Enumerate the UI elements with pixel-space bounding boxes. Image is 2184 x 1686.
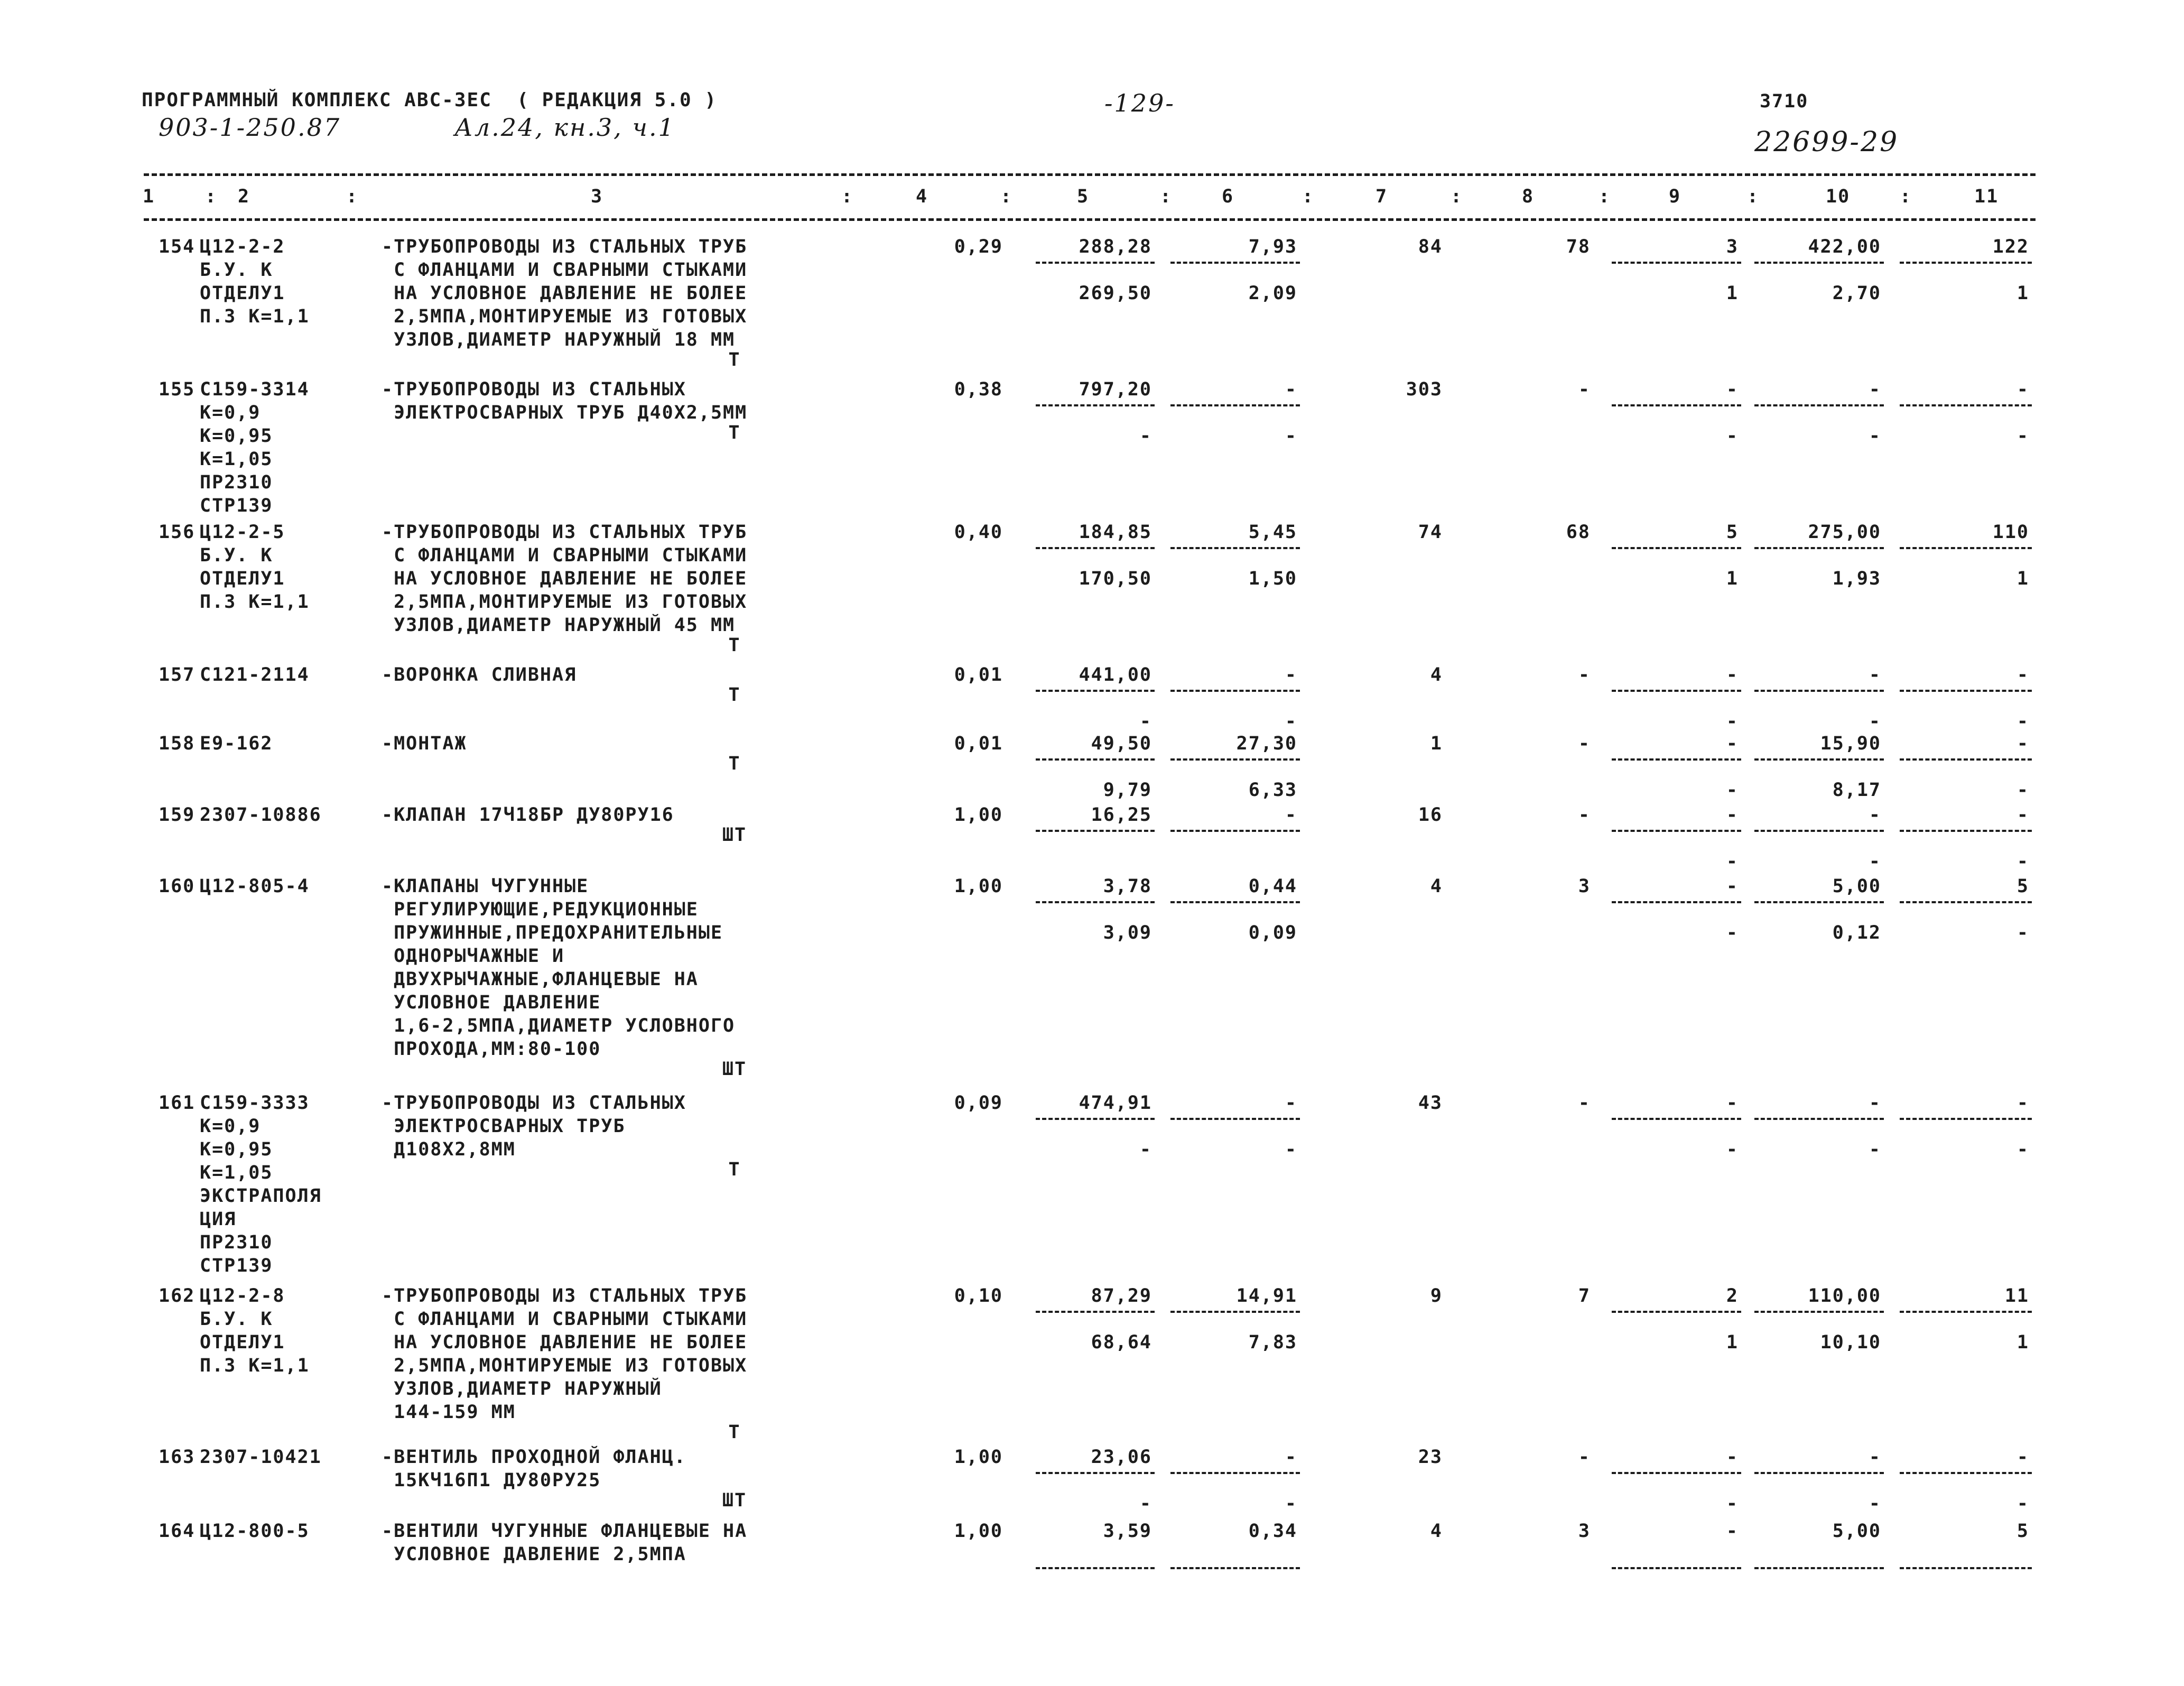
lower-value-col-11: - bbox=[2016, 922, 2029, 943]
value-col-7: 4 bbox=[1430, 1521, 1443, 1542]
value-col-5: 23,06 bbox=[1091, 1447, 1152, 1468]
value-col-8: - bbox=[1578, 804, 1591, 826]
value-col-4: 1,00 bbox=[954, 1447, 1003, 1468]
value-col-5: 797,20 bbox=[1079, 379, 1152, 400]
value-col-4: 0,29 bbox=[954, 236, 1003, 257]
lower-value-col-5: 3,09 bbox=[1103, 922, 1152, 943]
value-separator-dash bbox=[1170, 547, 1300, 549]
row-number: 158 bbox=[159, 733, 196, 754]
value-separator-dash bbox=[1612, 901, 1741, 903]
lower-value-col-6: - bbox=[1285, 1139, 1297, 1160]
unit-of-measure: ШТ bbox=[722, 1059, 747, 1080]
lower-value-col-5: - bbox=[1139, 711, 1152, 732]
unit-of-measure: Т bbox=[728, 684, 741, 706]
lower-value-col-5: 68,64 bbox=[1091, 1332, 1152, 1353]
value-col-8: 68 bbox=[1566, 522, 1591, 543]
row-number: 164 bbox=[159, 1521, 196, 1542]
header-top-rule bbox=[144, 173, 2036, 176]
value-col-9: - bbox=[1726, 1092, 1739, 1114]
lower-value-col-10: 2,70 bbox=[1832, 283, 1881, 304]
lower-value-col-11: - bbox=[2016, 1139, 2029, 1160]
value-separator-dash bbox=[1612, 758, 1741, 761]
lower-value-col-9: 1 bbox=[1726, 1332, 1739, 1353]
value-col-6: 14,91 bbox=[1236, 1285, 1297, 1307]
value-separator-dash bbox=[1754, 1472, 1884, 1474]
value-col-9: - bbox=[1726, 1521, 1739, 1542]
value-col-8: - bbox=[1578, 1447, 1591, 1468]
value-col-4: 1,00 bbox=[954, 1521, 1003, 1542]
column-number-11: 11 bbox=[1974, 186, 1999, 207]
value-col-8: - bbox=[1578, 379, 1591, 400]
value-separator-dash bbox=[1170, 690, 1300, 692]
value-col-11: 5 bbox=[2016, 876, 2029, 897]
lower-value-col-11: - bbox=[2016, 1493, 2029, 1514]
lower-value-col-9: - bbox=[1726, 1493, 1739, 1514]
value-separator-dash bbox=[1170, 1472, 1300, 1474]
lower-value-col-11: 1 bbox=[2016, 1332, 2029, 1353]
lower-value-col-9: - bbox=[1726, 922, 1739, 943]
value-col-6: - bbox=[1285, 1092, 1297, 1114]
value-col-7: 84 bbox=[1418, 236, 1443, 257]
value-col-7: 16 bbox=[1418, 804, 1443, 826]
value-separator-dash bbox=[1612, 1472, 1741, 1474]
lower-value-col-6: 1,50 bbox=[1248, 568, 1297, 589]
value-col-11: - bbox=[2016, 1092, 2029, 1114]
value-separator-dash bbox=[1900, 1311, 2032, 1313]
value-col-9: - bbox=[1726, 876, 1739, 897]
value-col-11: - bbox=[2016, 804, 2029, 826]
value-separator-dash bbox=[1036, 404, 1155, 406]
value-separator-dash bbox=[1036, 901, 1155, 903]
value-col-10: - bbox=[1869, 664, 1881, 685]
value-col-11: - bbox=[2016, 733, 2029, 754]
value-col-9: - bbox=[1726, 733, 1739, 754]
value-col-10: 5,00 bbox=[1832, 1521, 1881, 1542]
work-description: -КЛАПАН 17Ч18БР ДУ80РУ16 bbox=[382, 804, 674, 826]
row-number: 163 bbox=[159, 1447, 196, 1468]
value-separator-dash bbox=[1754, 758, 1884, 761]
value-col-4: 0,38 bbox=[954, 379, 1003, 400]
lower-value-col-6: 7,83 bbox=[1248, 1332, 1297, 1353]
value-col-7: 4 bbox=[1430, 876, 1443, 897]
lower-value-col-5: 269,50 bbox=[1079, 283, 1152, 304]
value-col-9: - bbox=[1726, 804, 1739, 826]
value-col-6: - bbox=[1285, 379, 1297, 400]
value-separator-dash bbox=[1612, 547, 1741, 549]
value-col-5: 288,28 bbox=[1079, 236, 1152, 257]
value-separator-dash bbox=[1754, 690, 1884, 692]
value-col-5: 184,85 bbox=[1079, 522, 1152, 543]
value-separator-dash bbox=[1900, 1118, 2032, 1120]
row-number: 162 bbox=[159, 1285, 196, 1307]
value-col-4: 1,00 bbox=[954, 804, 1003, 826]
column-number-9: 9 bbox=[1669, 186, 1681, 207]
rate-code: Е9-162 bbox=[200, 733, 273, 754]
value-col-9: - bbox=[1726, 1447, 1739, 1468]
lower-value-col-10: - bbox=[1869, 851, 1881, 872]
rate-code: Ц12-805-4 bbox=[200, 876, 310, 897]
value-col-6: - bbox=[1285, 804, 1297, 826]
column-number-7: 7 bbox=[1376, 186, 1388, 207]
column-number-8: 8 bbox=[1522, 186, 1535, 207]
lower-value-col-5: - bbox=[1139, 1139, 1152, 1160]
value-separator-dash bbox=[1170, 1118, 1300, 1120]
lower-value-col-5: - bbox=[1139, 425, 1152, 447]
value-separator-dash bbox=[1754, 830, 1884, 832]
value-separator-dash bbox=[1900, 1472, 2032, 1474]
value-col-9: - bbox=[1726, 379, 1739, 400]
value-col-11: - bbox=[2016, 1447, 2029, 1468]
lower-value-col-5: 170,50 bbox=[1079, 568, 1152, 589]
lower-value-col-10: 0,12 bbox=[1832, 922, 1881, 943]
value-col-5: 16,25 bbox=[1091, 804, 1152, 826]
lower-value-col-9: - bbox=[1726, 425, 1739, 447]
lower-value-col-10: - bbox=[1869, 1493, 1881, 1514]
value-col-7: 9 bbox=[1430, 1285, 1443, 1307]
value-col-4: 0,09 bbox=[954, 1092, 1003, 1114]
row-number: 159 bbox=[159, 804, 196, 826]
value-separator-dash bbox=[1754, 547, 1884, 549]
lower-value-col-6: 2,09 bbox=[1248, 283, 1297, 304]
lower-value-col-6: 0,09 bbox=[1248, 922, 1297, 943]
value-separator-dash bbox=[1170, 901, 1300, 903]
value-col-8: - bbox=[1578, 664, 1591, 685]
work-description: -ТРУБОПРОВОДЫ ИЗ СТАЛЬНЫХ ТРУБ С ФЛАНЦАМИ И СВАРНЫМИ СТЫКАМИ НА УСЛОВНОЕ ДАВЛЕНИЕ НЕ БОЛЕЕ 2,5МПА,МОНТИРУЕМЫЕ ИЗ ГОТОВЫХ УЗЛОВ,ДИАМЕТР НАРУЖНЫЙ 18 ММ bbox=[382, 236, 748, 350]
value-separator-dash bbox=[1900, 547, 2032, 549]
value-separator-dash bbox=[1754, 262, 1884, 264]
lower-value-col-6: - bbox=[1285, 711, 1297, 732]
lower-value-col-9: - bbox=[1726, 1139, 1739, 1160]
value-separator-dash bbox=[1036, 1567, 1155, 1569]
value-col-9: 2 bbox=[1726, 1285, 1739, 1307]
value-separator-dash bbox=[1900, 758, 2032, 761]
value-col-7: 303 bbox=[1406, 379, 1443, 400]
unit-of-measure: Т bbox=[728, 422, 741, 443]
value-separator-dash bbox=[1900, 404, 2032, 406]
value-separator-dash bbox=[1170, 758, 1300, 761]
value-col-5: 87,29 bbox=[1091, 1285, 1152, 1307]
lower-value-col-9: - bbox=[1726, 851, 1739, 872]
lower-value-col-10: - bbox=[1869, 1139, 1881, 1160]
value-separator-dash bbox=[1754, 404, 1884, 406]
value-col-10: - bbox=[1869, 1092, 1881, 1114]
inventory-number: 22699-29 bbox=[1754, 126, 1899, 158]
value-separator-dash bbox=[1754, 1118, 1884, 1120]
value-col-11: 11 bbox=[2004, 1285, 2029, 1307]
unit-of-measure: Т bbox=[728, 753, 741, 774]
project-code: 903-1-250.87 bbox=[159, 113, 341, 142]
lower-value-col-10: 8,17 bbox=[1832, 780, 1881, 801]
column-separator: : bbox=[1451, 186, 1463, 207]
lower-value-col-6: - bbox=[1285, 425, 1297, 447]
rate-code: С159-3314 К=0,9 К=0,95 К=1,05 ПР2310 СТР139 bbox=[200, 379, 310, 516]
column-number-3: 3 bbox=[591, 186, 603, 207]
rate-code: С159-3333 К=0,9 К=0,95 К=1,05 ЭКСТРАПОЛЯ ЦИЯ ПР2310 СТР139 bbox=[200, 1092, 322, 1276]
value-col-8: 7 bbox=[1578, 1285, 1591, 1307]
lower-value-col-11: - bbox=[2016, 425, 2029, 447]
value-col-6: 7,93 bbox=[1248, 236, 1297, 257]
value-col-5: 3,78 bbox=[1103, 876, 1152, 897]
value-col-7: 23 bbox=[1418, 1447, 1443, 1468]
value-separator-dash bbox=[1170, 262, 1300, 264]
lower-value-col-9: - bbox=[1726, 780, 1739, 801]
lower-value-col-9: 1 bbox=[1726, 283, 1739, 304]
work-description: -ТРУБОПРОВОДЫ ИЗ СТАЛЬНЫХ ТРУБ С ФЛАНЦАМИ И СВАРНЫМИ СТЫКАМИ НА УСЛОВНОЕ ДАВЛЕНИЕ НЕ БОЛЕЕ 2,5МПА,МОНТИРУЕМЫЕ ИЗ ГОТОВЫХ УЗЛОВ,ДИАМЕТР НАРУЖНЫЙ 144-159 ММ bbox=[382, 1285, 748, 1423]
value-col-7: 1 bbox=[1430, 733, 1443, 754]
column-separator: : bbox=[346, 186, 359, 207]
column-separator: : bbox=[1160, 186, 1173, 207]
lower-value-col-11: 1 bbox=[2016, 568, 2029, 589]
column-separator: : bbox=[1747, 186, 1760, 207]
value-separator-dash bbox=[1170, 1567, 1300, 1569]
value-col-10: - bbox=[1869, 379, 1881, 400]
value-separator-dash bbox=[1612, 830, 1741, 832]
value-separator-dash bbox=[1754, 901, 1884, 903]
value-col-11: 5 bbox=[2016, 1521, 2029, 1542]
lower-value-col-10: - bbox=[1869, 425, 1881, 447]
rate-code: Ц12-2-5 Б.У. К ОТДЕЛУ1 П.3 К=1,1 bbox=[200, 522, 310, 613]
value-col-10: - bbox=[1869, 1447, 1881, 1468]
value-col-5: 441,00 bbox=[1079, 664, 1152, 685]
column-separator: : bbox=[1000, 186, 1013, 207]
value-col-10: 110,00 bbox=[1808, 1285, 1881, 1307]
rate-code: Ц12-800-5 bbox=[200, 1521, 310, 1542]
row-number: 161 bbox=[159, 1092, 196, 1114]
value-col-8: 3 bbox=[1578, 876, 1591, 897]
value-col-11: 122 bbox=[1992, 236, 2029, 257]
lower-value-col-9: - bbox=[1726, 711, 1739, 732]
value-separator-dash bbox=[1036, 262, 1155, 264]
value-col-10: 275,00 bbox=[1808, 522, 1881, 543]
row-number: 154 bbox=[159, 236, 196, 257]
value-separator-dash bbox=[1900, 830, 2032, 832]
value-separator-dash bbox=[1612, 262, 1741, 264]
value-col-6: 0,34 bbox=[1248, 1521, 1297, 1542]
work-description: -МОНТАЖ bbox=[382, 733, 467, 754]
work-description: -КЛАПАНЫ ЧУГУННЫЕ РЕГУЛИРУЮЩИЕ,РЕДУКЦИОННЫЕ ПРУЖИННЫЕ,ПРЕДОХРАНИТЕЛЬНЫЕ ОДНОРЫЧАЖНЫЕ И ДВУХРЫЧАЖНЫЕ,ФЛАНЦЕВЫЕ НА УСЛОВНОЕ ДАВЛЕНИЕ 1,6-2,5МПА,ДИАМЕТР УСЛОВНОГО ПРОХОДА,ММ:80-100 bbox=[382, 876, 736, 1060]
value-col-4: 1,00 bbox=[954, 876, 1003, 897]
row-number: 156 bbox=[159, 522, 196, 543]
rate-code: 2307-10886 bbox=[200, 804, 322, 826]
column-separator: : bbox=[1302, 186, 1315, 207]
rate-code: Ц12-2-2 Б.У. К ОТДЕЛУ1 П.3 К=1,1 bbox=[200, 236, 310, 327]
value-col-5: 49,50 bbox=[1091, 733, 1152, 754]
value-col-7: 4 bbox=[1430, 664, 1443, 685]
value-col-8: - bbox=[1578, 1092, 1591, 1114]
column-separator: : bbox=[841, 186, 854, 207]
value-col-11: 110 bbox=[1992, 522, 2029, 543]
value-col-9: 3 bbox=[1726, 236, 1739, 257]
lower-value-col-5: 9,79 bbox=[1103, 780, 1152, 801]
rate-code: Ц12-2-8 Б.У. К ОТДЕЛУ1 П.3 К=1,1 bbox=[200, 1285, 310, 1376]
lower-value-col-5: - bbox=[1139, 1493, 1152, 1514]
page-number: -129- bbox=[1104, 89, 1175, 117]
work-description: -ВОРОНКА СЛИВНАЯ bbox=[382, 664, 577, 685]
value-col-9: 5 bbox=[1726, 522, 1739, 543]
work-description: -ВЕНТИЛЬ ПРОХОДНОЙ ФЛАНЦ. 15КЧ16П1 ДУ80РУ25 bbox=[382, 1447, 686, 1491]
value-col-9: - bbox=[1726, 664, 1739, 685]
value-col-7: 74 bbox=[1418, 522, 1443, 543]
unit-of-measure: Т bbox=[728, 349, 741, 370]
value-separator-dash bbox=[1900, 1567, 2032, 1569]
value-col-10: - bbox=[1869, 804, 1881, 826]
value-col-10: 5,00 bbox=[1832, 876, 1881, 897]
lower-value-col-11: - bbox=[2016, 780, 2029, 801]
value-separator-dash bbox=[1036, 758, 1155, 761]
value-separator-dash bbox=[1036, 690, 1155, 692]
value-separator-dash bbox=[1036, 547, 1155, 549]
column-number-1: 1 bbox=[143, 186, 155, 207]
value-separator-dash bbox=[1170, 404, 1300, 406]
value-separator-dash bbox=[1612, 404, 1741, 406]
value-separator-dash bbox=[1036, 1472, 1155, 1474]
lower-value-col-10: - bbox=[1869, 711, 1881, 732]
value-col-11: - bbox=[2016, 664, 2029, 685]
value-col-6: 5,45 bbox=[1248, 522, 1297, 543]
lower-value-col-11: 1 bbox=[2016, 283, 2029, 304]
value-col-4: 0,01 bbox=[954, 733, 1003, 754]
lower-value-col-9: 1 bbox=[1726, 568, 1739, 589]
row-number: 155 bbox=[159, 379, 196, 400]
header-bottom-rule bbox=[144, 218, 2036, 221]
unit-of-measure: Т bbox=[728, 635, 741, 656]
lower-value-col-6: 6,33 bbox=[1248, 780, 1297, 801]
value-col-8: - bbox=[1578, 733, 1591, 754]
value-col-6: - bbox=[1285, 1447, 1297, 1468]
column-number-6: 6 bbox=[1222, 186, 1234, 207]
unit-of-measure: ШТ bbox=[722, 825, 747, 846]
lower-value-col-11: - bbox=[2016, 711, 2029, 732]
column-number-2: 2 bbox=[238, 186, 250, 207]
work-description: -ТРУБОПРОВОДЫ ИЗ СТАЛЬНЫХ ЭЛЕКТРОСВАРНЫХ ТРУБ Д108Х2,8ММ bbox=[382, 1092, 686, 1160]
row-number: 160 bbox=[159, 876, 196, 897]
rate-code: 2307-10421 bbox=[200, 1447, 322, 1468]
value-col-6: 0,44 bbox=[1248, 876, 1297, 897]
column-separator: : bbox=[1598, 186, 1611, 207]
value-separator-dash bbox=[1036, 830, 1155, 832]
lower-value-col-10: 10,10 bbox=[1820, 1332, 1881, 1353]
unit-of-measure: Т bbox=[728, 1159, 741, 1180]
lower-value-col-6: - bbox=[1285, 1493, 1297, 1514]
row-number: 157 bbox=[159, 664, 196, 685]
value-separator-dash bbox=[1170, 1311, 1300, 1313]
value-separator-dash bbox=[1612, 1311, 1741, 1313]
value-col-4: 0,10 bbox=[954, 1285, 1003, 1307]
column-separator: : bbox=[1900, 186, 1912, 207]
column-number-5: 5 bbox=[1077, 186, 1090, 207]
value-col-4: 0,01 bbox=[954, 664, 1003, 685]
value-separator-dash bbox=[1612, 1118, 1741, 1120]
value-col-6: - bbox=[1285, 664, 1297, 685]
value-col-5: 474,91 bbox=[1079, 1092, 1152, 1114]
value-col-4: 0,40 bbox=[954, 522, 1003, 543]
column-separator: : bbox=[205, 186, 218, 207]
album-reference: Ал.24, кн.3, ч.1 bbox=[454, 113, 675, 142]
work-description: -ТРУБОПРОВОДЫ ИЗ СТАЛЬНЫХ ТРУБ С ФЛАНЦАМИ И СВАРНЫМИ СТЫКАМИ НА УСЛОВНОЕ ДАВЛЕНИЕ НЕ БОЛЕЕ 2,5МПА,МОНТИРУЕМЫЕ ИЗ ГОТОВЫХ УЗЛОВ,ДИАМЕТР НАРУЖНЫЙ 45 ММ bbox=[382, 522, 748, 636]
value-separator-dash bbox=[1612, 1567, 1741, 1569]
value-separator-dash bbox=[1900, 262, 2032, 264]
value-col-10: 15,90 bbox=[1820, 733, 1881, 754]
value-separator-dash bbox=[1612, 690, 1741, 692]
value-col-8: 78 bbox=[1566, 236, 1591, 257]
program-title: ПРОГРАММНЫЙ КОМПЛЕКС АВС-3ЕС ( РЕДАКЦИЯ 5.0 ) bbox=[142, 89, 717, 111]
value-separator-dash bbox=[1900, 690, 2032, 692]
value-separator-dash bbox=[1170, 830, 1300, 832]
value-col-5: 3,59 bbox=[1103, 1521, 1152, 1542]
work-description: -ТРУБОПРОВОДЫ ИЗ СТАЛЬНЫХ ЭЛЕКТРОСВАРНЫХ ТРУБ Д40Х2,5ММ bbox=[382, 379, 748, 423]
value-col-7: 43 bbox=[1418, 1092, 1443, 1114]
value-col-11: - bbox=[2016, 379, 2029, 400]
value-col-6: 27,30 bbox=[1236, 733, 1297, 754]
value-separator-dash bbox=[1036, 1311, 1155, 1313]
value-separator-dash bbox=[1754, 1567, 1884, 1569]
unit-of-measure: Т bbox=[728, 1422, 741, 1443]
document-number: 3710 bbox=[1760, 91, 1809, 112]
value-col-8: 3 bbox=[1578, 1521, 1591, 1542]
column-number-4: 4 bbox=[916, 186, 928, 207]
lower-value-col-10: 1,93 bbox=[1832, 568, 1881, 589]
column-number-10: 10 bbox=[1826, 186, 1851, 207]
value-separator-dash bbox=[1754, 1311, 1884, 1313]
lower-value-col-11: - bbox=[2016, 851, 2029, 872]
value-separator-dash bbox=[1900, 901, 2032, 903]
rate-code: С121-2114 bbox=[200, 664, 310, 685]
work-description: -ВЕНТИЛИ ЧУГУННЫЕ ФЛАНЦЕВЫЕ НА УСЛОВНОЕ ДАВЛЕНИЕ 2,5МПА bbox=[382, 1521, 748, 1565]
unit-of-measure: ШТ bbox=[722, 1490, 747, 1511]
value-col-10: 422,00 bbox=[1808, 236, 1881, 257]
value-separator-dash bbox=[1036, 1118, 1155, 1120]
